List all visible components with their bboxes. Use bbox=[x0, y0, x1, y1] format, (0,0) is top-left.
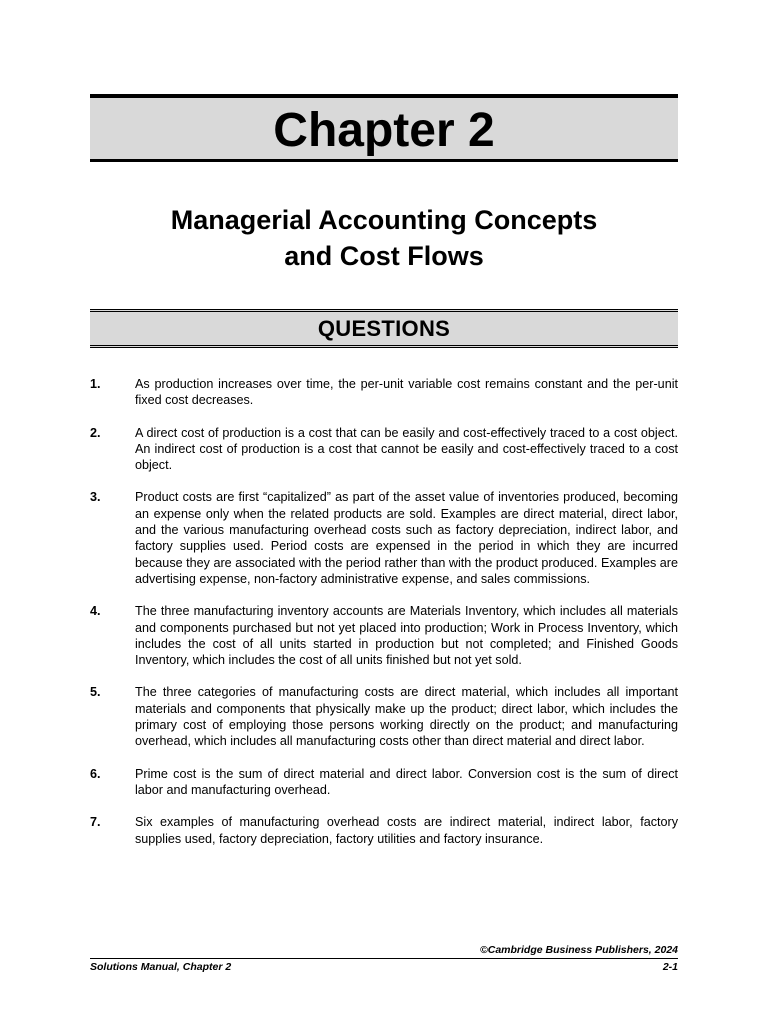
section-banner bbox=[90, 309, 678, 348]
question-number: 5. bbox=[90, 685, 101, 700]
chapter-title: Chapter 2 bbox=[273, 104, 495, 157]
question-text: The three manufacturing inventory accounts are Materials Inventory, which includes all materials and components purchased but not yet placed into production; Work in Process Inventory, which includes the cost of all units started in production but not completed; and Finished Goods Inventory, which includes the cost of all units finished but not yet sold. bbox=[135, 604, 678, 668]
question-number: 7. bbox=[90, 815, 101, 830]
chapter-banner bbox=[90, 94, 678, 162]
question-item bbox=[90, 376, 678, 409]
chapter-subtitle bbox=[90, 202, 678, 274]
questions-list bbox=[90, 376, 678, 863]
question-text: Prime cost is the sum of direct material and direct labor. Conversion cost is the sum of direct labor and manufacturing overhead. bbox=[135, 766, 678, 797]
question-item bbox=[90, 489, 678, 587]
question-text: The three categories of manufacturing costs are direct material, which includes all important materials and components that physically make up the product; direct labor, which includes the primary cost of employing those persons working directly on the product; and manufacturing overhead, which includes all manufacturing costs other than direct material and direct labor. bbox=[135, 685, 678, 749]
footer-divider bbox=[90, 958, 678, 959]
subtitle-line-2: and Cost Flows bbox=[284, 241, 484, 271]
question-number: 1. bbox=[90, 377, 101, 391]
footer-manual-title: Solutions Manual, Chapter 2 bbox=[90, 961, 232, 973]
question-item bbox=[90, 684, 678, 749]
question-item bbox=[90, 814, 678, 847]
question-text: Product costs are first “capitalized” as part of the asset value of inventories produced, becoming an expense only when the related products are sold. Examples are direct material, direct labor, and the various manufacturing overhead costs such as factory depreciation, indirect labor, and factory supplies used. Period costs are expensed in the period in which they are incurred because they are associated with the period rather than with the product produced. Examples are advertising expense, non-factory administrative expense, and sales commissions. bbox=[135, 490, 678, 586]
question-number: 4. bbox=[90, 604, 101, 619]
question-item bbox=[90, 766, 678, 799]
subtitle-line-1: Managerial Accounting Concepts bbox=[170, 205, 598, 235]
question-number: 3. bbox=[90, 490, 101, 505]
section-title: QUESTIONS bbox=[317, 315, 451, 341]
question-number: 6. bbox=[90, 766, 101, 781]
question-text: A direct cost of production is a cost that can be easily and cost-effectively traced to a cost object. An indirect cost of production is a cost that cannot be easily and cost-effectively traced to a cost object. bbox=[135, 425, 678, 473]
question-item bbox=[90, 425, 678, 474]
footer-copyright: ©Cambridge Business Publishers, 2024 bbox=[480, 944, 678, 956]
question-text: As production increases over time, the per-unit variable cost remains constant and the per-unit fixed cost decreases. bbox=[135, 377, 678, 408]
question-number: 2. bbox=[90, 425, 101, 440]
question-item bbox=[90, 603, 678, 668]
footer-page-number: 2-1 bbox=[662, 961, 678, 973]
question-text: Six examples of manufacturing overhead costs are indirect material, indirect labor, factory supplies used, factory depreciation, factory utilities and factory insurance. bbox=[135, 815, 678, 846]
